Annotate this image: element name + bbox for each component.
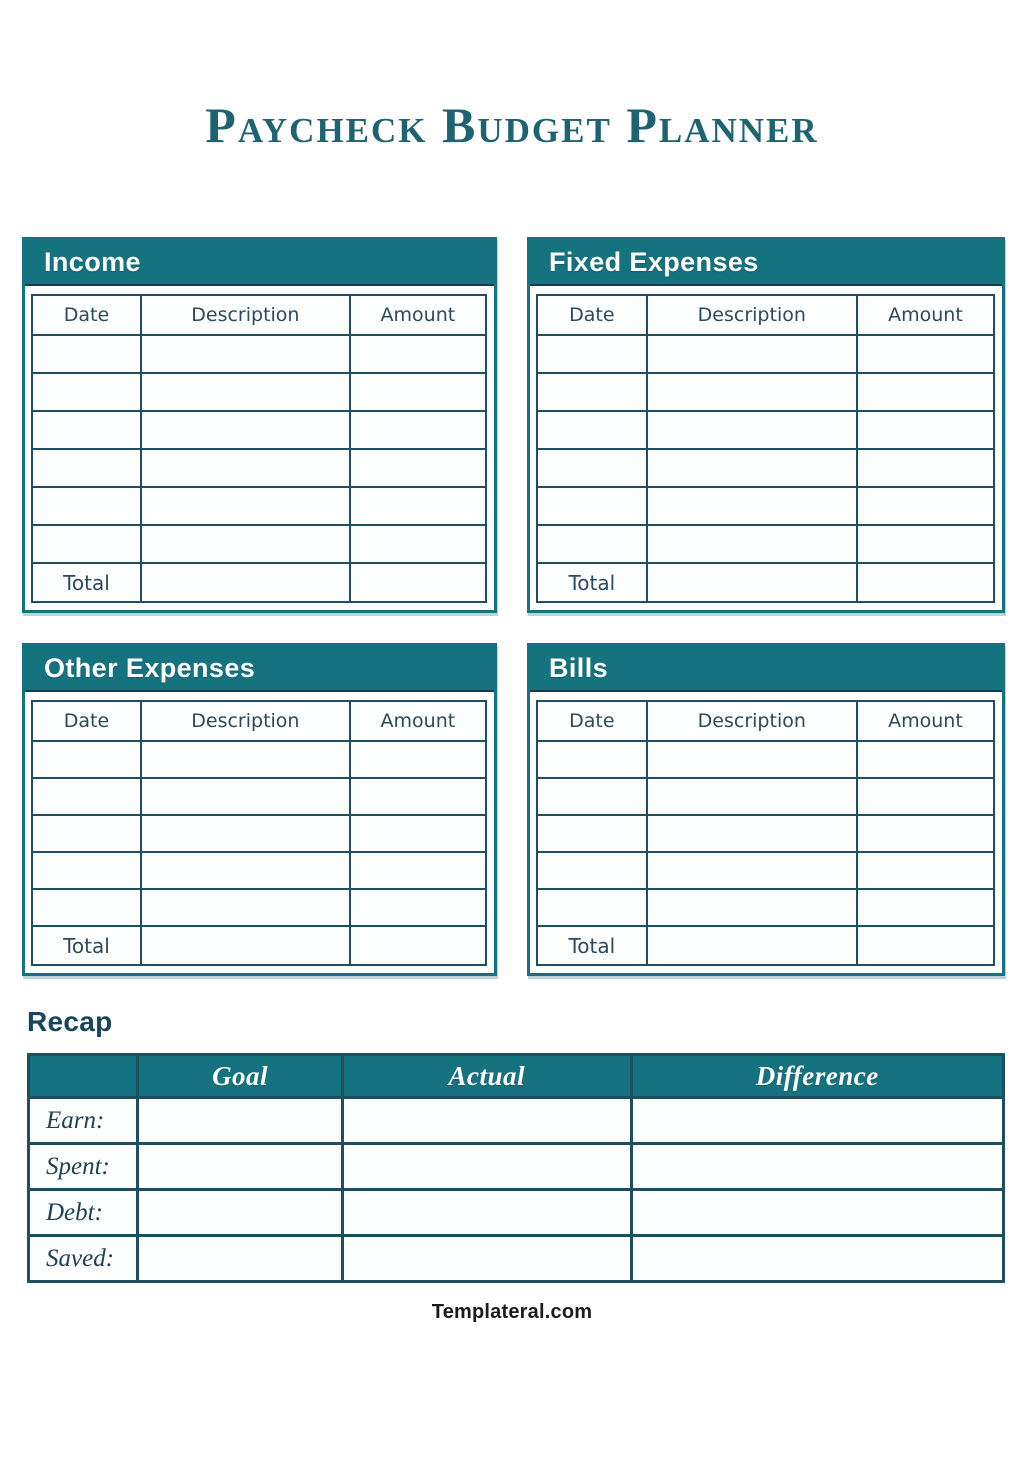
- recap-saved-goal-cell: [138, 1236, 343, 1282]
- empty-cell: [141, 373, 350, 411]
- empty-cell: [647, 487, 857, 525]
- empty-cell: [857, 815, 994, 852]
- recap-earn-goal-cell: [138, 1098, 343, 1144]
- empty-cell: [857, 525, 994, 563]
- recap-row-earn: [29, 1098, 1004, 1144]
- empty-cell: [537, 815, 647, 852]
- income-total-row: [32, 563, 486, 602]
- empty-cell: [647, 411, 857, 449]
- empty-cell: [32, 487, 141, 525]
- recap-column-header-actual: Actual: [342, 1055, 631, 1098]
- empty-cell: [141, 335, 350, 373]
- empty-cell: [32, 778, 141, 815]
- empty-entry-row: [32, 525, 486, 563]
- recap-column-header-difference: Difference: [631, 1055, 1003, 1098]
- empty-entry-row: [537, 487, 994, 525]
- bills-column-header-amount: Amount: [857, 701, 994, 741]
- empty-cell: [141, 449, 350, 487]
- empty-cell: [647, 449, 857, 487]
- page-title: Paycheck Budget Planner: [205, 97, 819, 153]
- empty-entry-row: [32, 487, 486, 525]
- other-expenses-column-header-row: [32, 701, 486, 741]
- recap-label-earn: Earn:: [29, 1098, 138, 1144]
- recap-debt-goal-cell: [138, 1190, 343, 1236]
- empty-cell: [350, 449, 486, 487]
- income-table: [31, 294, 487, 603]
- empty-cell: [647, 889, 857, 926]
- other-expenses-section: [22, 643, 497, 976]
- empty-cell: [857, 335, 994, 373]
- empty-cell: [537, 411, 647, 449]
- empty-cell: [32, 449, 141, 487]
- empty-cell: [537, 335, 647, 373]
- empty-entry-row: [32, 449, 486, 487]
- empty-entry-row: [537, 741, 994, 778]
- empty-cell: [537, 741, 647, 778]
- empty-cell: [537, 889, 647, 926]
- empty-cell: [537, 852, 647, 889]
- empty-cell: [647, 778, 857, 815]
- recap-earn-actual-cell: [342, 1098, 631, 1144]
- empty-entry-row: [537, 525, 994, 563]
- fixed-expenses-total-description-cell: [647, 563, 857, 602]
- recap-debt-actual-cell: [342, 1190, 631, 1236]
- empty-cell: [350, 411, 486, 449]
- empty-entry-row: [537, 815, 994, 852]
- fixed-expenses-column-header-amount: Amount: [857, 295, 994, 335]
- fixed-expenses-section-header: [530, 240, 1002, 286]
- empty-cell: [350, 741, 486, 778]
- empty-cell: [647, 852, 857, 889]
- empty-cell: [350, 373, 486, 411]
- empty-cell: [857, 411, 994, 449]
- empty-cell: [857, 852, 994, 889]
- income-column-header-row: [32, 295, 486, 335]
- empty-cell: [647, 815, 857, 852]
- empty-entry-row: [537, 889, 994, 926]
- recap-earn-difference-cell: [631, 1098, 1003, 1144]
- empty-cell: [647, 741, 857, 778]
- income-total-description-cell: [141, 563, 350, 602]
- bills-total-row: [537, 926, 994, 965]
- empty-cell: [350, 335, 486, 373]
- empty-cell: [857, 449, 994, 487]
- income-total-amount-cell: [350, 563, 486, 602]
- fixed-expenses-section-title: Fixed Expenses: [549, 246, 759, 277]
- fixed-expenses-column-header-description: Description: [647, 295, 857, 335]
- recap-label-spent: Spent:: [29, 1144, 138, 1190]
- recap-row-spent: [29, 1144, 1004, 1190]
- recap-debt-difference-cell: [631, 1190, 1003, 1236]
- empty-cell: [537, 525, 647, 563]
- empty-cell: [647, 335, 857, 373]
- empty-cell: [32, 889, 141, 926]
- recap-spent-goal-cell: [138, 1144, 343, 1190]
- site-footer: Templateral.com: [431, 1301, 593, 1323]
- empty-entry-row: [537, 335, 994, 373]
- empty-entry-row: [537, 373, 994, 411]
- income-section: [22, 237, 497, 613]
- empty-entry-row: [537, 449, 994, 487]
- empty-cell: [32, 741, 141, 778]
- income-column-header-amount: Amount: [350, 295, 486, 335]
- other-expenses-column-header-amount: Amount: [350, 701, 486, 741]
- other-expenses-column-header-date: Date: [32, 701, 141, 741]
- empty-cell: [141, 778, 350, 815]
- empty-cell: [537, 449, 647, 487]
- income-total-label: Total: [32, 563, 141, 602]
- income-column-header-date: Date: [32, 295, 141, 335]
- empty-entry-row: [32, 889, 486, 926]
- other-expenses-table: [31, 700, 487, 966]
- recap-heading: Recap: [27, 1006, 113, 1037]
- empty-cell: [537, 778, 647, 815]
- bills-column-header-date: Date: [537, 701, 647, 741]
- other-expenses-column-header-description: Description: [141, 701, 350, 741]
- empty-entry-row: [32, 852, 486, 889]
- other-expenses-total-row: [32, 926, 486, 965]
- other-expenses-total-description-cell: [141, 926, 350, 965]
- other-expenses-section-body: [25, 692, 494, 973]
- empty-cell: [32, 852, 141, 889]
- recap-row-saved: [29, 1236, 1004, 1282]
- empty-cell: [537, 487, 647, 525]
- empty-cell: [350, 487, 486, 525]
- recap-label-saved: Saved:: [29, 1236, 138, 1282]
- recap-table: [27, 1053, 1005, 1283]
- bills-total-amount-cell: [857, 926, 994, 965]
- income-section-header: [25, 240, 494, 286]
- empty-cell: [32, 411, 141, 449]
- fixed-expenses-section-body: [530, 286, 1002, 610]
- empty-cell: [857, 487, 994, 525]
- bills-column-header-row: [537, 701, 994, 741]
- empty-cell: [141, 815, 350, 852]
- fixed-expenses-total-label: Total: [537, 563, 647, 602]
- bills-section-header: [530, 646, 1002, 692]
- other-expenses-section-title: Other Expenses: [44, 652, 256, 683]
- empty-cell: [32, 373, 141, 411]
- empty-cell: [32, 525, 141, 563]
- recap-header-row: [29, 1055, 1004, 1098]
- income-column-header-description: Description: [141, 295, 350, 335]
- empty-cell: [857, 373, 994, 411]
- income-section-body: [25, 286, 494, 610]
- empty-entry-row: [32, 741, 486, 778]
- recap-spent-difference-cell: [631, 1144, 1003, 1190]
- empty-cell: [350, 889, 486, 926]
- empty-cell: [350, 852, 486, 889]
- recap-corner-cell: [29, 1055, 138, 1098]
- empty-entry-row: [32, 815, 486, 852]
- fixed-expenses-total-amount-cell: [857, 563, 994, 602]
- fixed-expenses-column-header-date: Date: [537, 295, 647, 335]
- empty-entry-row: [32, 335, 486, 373]
- bills-total-label: Total: [537, 926, 647, 965]
- empty-cell: [141, 741, 350, 778]
- recap-row-debt: [29, 1190, 1004, 1236]
- empty-cell: [141, 487, 350, 525]
- bills-section-title: Bills: [549, 652, 609, 683]
- fixed-expenses-total-row: [537, 563, 994, 602]
- fixed-expenses-section: [527, 237, 1005, 613]
- empty-entry-row: [32, 411, 486, 449]
- recap-column-header-goal: Goal: [138, 1055, 343, 1098]
- bills-total-description-cell: [647, 926, 857, 965]
- recap-spent-actual-cell: [342, 1144, 631, 1190]
- empty-entry-row: [537, 778, 994, 815]
- empty-cell: [141, 525, 350, 563]
- other-expenses-section-header: [25, 646, 494, 692]
- income-section-title: Income: [44, 246, 141, 277]
- empty-cell: [141, 411, 350, 449]
- empty-entry-row: [537, 411, 994, 449]
- empty-cell: [857, 778, 994, 815]
- recap-label-debt: Debt:: [29, 1190, 138, 1236]
- empty-cell: [350, 525, 486, 563]
- empty-cell: [857, 741, 994, 778]
- empty-cell: [350, 778, 486, 815]
- bills-column-header-description: Description: [647, 701, 857, 741]
- empty-cell: [32, 335, 141, 373]
- empty-cell: [537, 373, 647, 411]
- recap-saved-actual-cell: [342, 1236, 631, 1282]
- empty-entry-row: [537, 852, 994, 889]
- empty-entry-row: [32, 778, 486, 815]
- bills-table: [536, 700, 995, 966]
- fixed-expenses-column-header-row: [537, 295, 994, 335]
- empty-cell: [141, 889, 350, 926]
- empty-entry-row: [32, 373, 486, 411]
- empty-cell: [350, 815, 486, 852]
- other-expenses-total-amount-cell: [350, 926, 486, 965]
- other-expenses-total-label: Total: [32, 926, 141, 965]
- empty-cell: [647, 373, 857, 411]
- bills-section-body: [530, 692, 1002, 973]
- empty-cell: [857, 889, 994, 926]
- empty-cell: [32, 815, 141, 852]
- bills-section: [527, 643, 1005, 976]
- recap-saved-difference-cell: [631, 1236, 1003, 1282]
- fixed-expenses-table: [536, 294, 995, 603]
- tables-grid: [22, 237, 1005, 976]
- empty-cell: [647, 525, 857, 563]
- empty-cell: [141, 852, 350, 889]
